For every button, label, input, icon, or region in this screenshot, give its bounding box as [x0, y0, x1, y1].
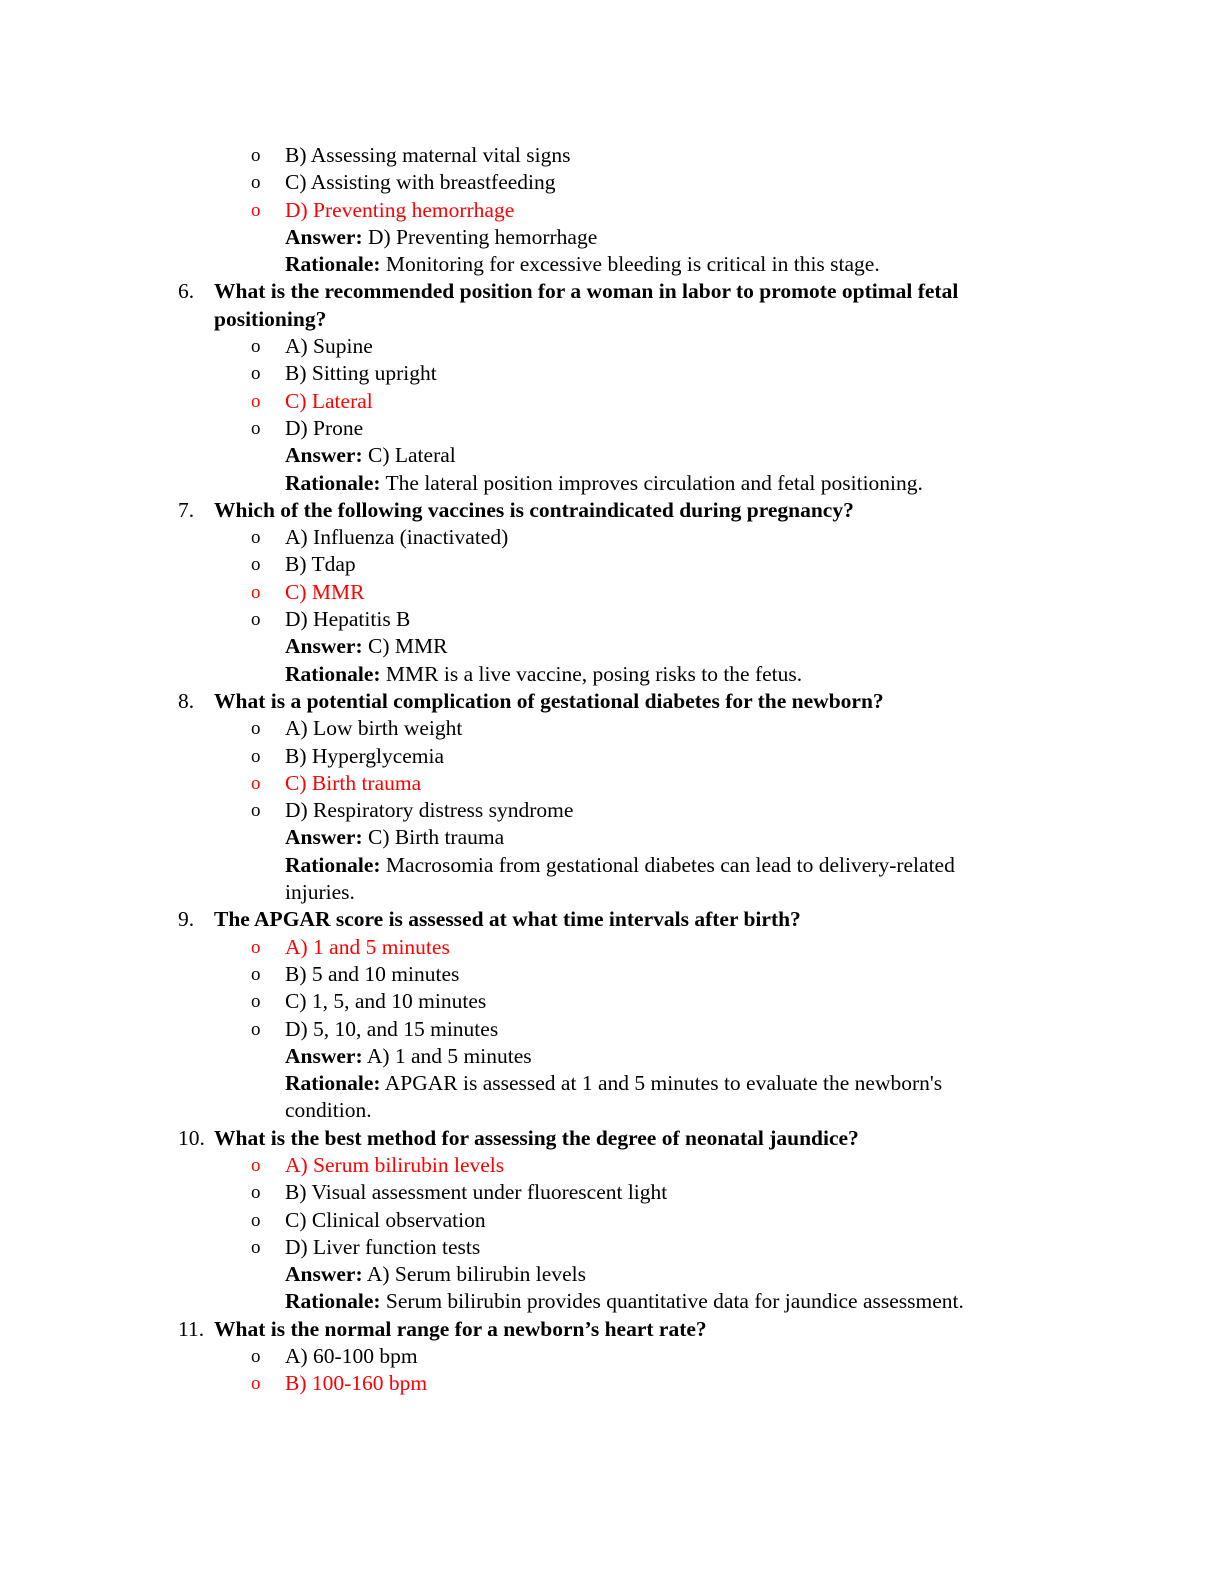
- bullet-icon: o: [251, 581, 261, 603]
- rationale-line: [0, 852, 1224, 879]
- option-item-correct: [0, 934, 1224, 961]
- question-line: [0, 278, 1224, 305]
- answer-label: Answer:: [285, 1043, 363, 1068]
- option-text: B) Hyperglycemia: [285, 743, 445, 768]
- bullet-icon: o: [251, 336, 261, 358]
- rationale-text: [285, 661, 802, 688]
- option-item: [0, 360, 1224, 387]
- bullet-icon: o: [251, 1373, 261, 1395]
- option-item: [0, 1343, 1224, 1370]
- option-item: [0, 743, 1224, 770]
- rationale-text: [285, 852, 955, 879]
- question-text: positioning?: [214, 306, 327, 331]
- rationale-label: Rationale:: [285, 852, 381, 877]
- option-item: [0, 169, 1224, 196]
- option-item: [0, 1179, 1224, 1206]
- rationale-line: [0, 1288, 1224, 1315]
- question-number: 7.: [178, 497, 195, 522]
- question-text: The APGAR score is assessed at what time intervals after birth?: [214, 907, 801, 932]
- question-number: 6.: [178, 279, 195, 304]
- answer-text: [285, 824, 504, 851]
- continuation-text: condition.: [285, 1098, 372, 1123]
- option-text: D) Respiratory distress syndrome: [285, 798, 574, 823]
- question-number: 10.: [178, 1125, 205, 1150]
- bullet-icon: o: [251, 963, 261, 985]
- answer-label: Answer:: [285, 634, 363, 659]
- option-text: D) Prone: [285, 415, 364, 440]
- answer-text: [285, 1043, 532, 1070]
- answer-line: [0, 1043, 1224, 1070]
- option-item: [0, 333, 1224, 360]
- option-item: [0, 1016, 1224, 1043]
- rationale-value: APGAR is assessed at 1 and 5 minutes to evaluate the newborn's: [380, 1071, 943, 1096]
- question-number: 11.: [178, 1316, 205, 1341]
- question-number: 8.: [178, 688, 195, 713]
- option-text: B) 100-160 bpm: [285, 1371, 428, 1396]
- option-item: [0, 1234, 1224, 1261]
- option-item: [0, 551, 1224, 578]
- bullet-icon: o: [251, 745, 261, 767]
- bullet-icon: o: [251, 1182, 261, 1204]
- bullet-icon: o: [251, 1018, 261, 1040]
- bullet-icon: o: [251, 772, 261, 794]
- bullet-icon: o: [251, 527, 261, 549]
- answer-line: [0, 224, 1224, 251]
- rationale-text: [285, 470, 923, 497]
- option-text: C) Assisting with breastfeeding: [285, 170, 556, 195]
- continuation-line: [0, 1097, 1224, 1124]
- option-text: D) Liver function tests: [285, 1234, 481, 1259]
- option-text: A) Supine: [285, 334, 373, 359]
- answer-value: C) Lateral: [362, 443, 456, 468]
- option-item: [0, 142, 1224, 169]
- question-text: Which of the following vaccines is contraindicated during pregnancy?: [214, 497, 854, 522]
- continuation-text: injuries.: [285, 880, 355, 905]
- rationale-label: Rationale:: [285, 1289, 381, 1314]
- bullet-icon: o: [251, 936, 261, 958]
- document-page: [0, 142, 1224, 1398]
- rationale-text: [285, 1288, 964, 1315]
- answer-text: [285, 224, 597, 251]
- bullet-icon: o: [251, 199, 261, 221]
- option-item-correct: [0, 197, 1224, 224]
- rationale-line: [0, 251, 1224, 278]
- rationale-value: Serum bilirubin provides quantitative data for jaundice assessment.: [380, 1289, 964, 1314]
- answer-label: Answer:: [285, 825, 363, 850]
- option-item-correct: [0, 579, 1224, 606]
- rationale-label: Rationale:: [285, 252, 381, 277]
- rationale-value: Monitoring for excessive bleeding is critical in this stage.: [380, 252, 880, 277]
- rationale-label: Rationale:: [285, 470, 381, 495]
- question-text: What is the normal range for a newborn’s heart rate?: [214, 1316, 707, 1341]
- bullet-icon: o: [251, 1154, 261, 1176]
- rationale-value: MMR is a live vaccine, posing risks to the fetus.: [380, 661, 803, 686]
- option-text: A) 1 and 5 minutes: [285, 934, 450, 959]
- option-text: A) Low birth weight: [285, 716, 463, 741]
- bullet-icon: o: [251, 1236, 261, 1258]
- option-text: A) Influenza (inactivated): [285, 525, 509, 550]
- answer-line: [0, 824, 1224, 851]
- question-text: What is a potential complication of gestational diabetes for the newborn?: [214, 688, 884, 713]
- answer-text: [285, 442, 456, 469]
- bullet-icon: o: [251, 609, 261, 631]
- option-text: B) Sitting upright: [285, 361, 437, 386]
- option-text: C) Clinical observation: [285, 1207, 486, 1232]
- continuation-line: [0, 879, 1224, 906]
- option-item-correct: [0, 388, 1224, 415]
- option-item: [0, 606, 1224, 633]
- option-text: C) Lateral: [285, 388, 373, 413]
- option-text: C) MMR: [285, 579, 365, 604]
- option-item: [0, 988, 1224, 1015]
- option-text: B) Assessing maternal vital signs: [285, 143, 571, 167]
- option-item-correct: [0, 1152, 1224, 1179]
- option-text: D) 5, 10, and 15 minutes: [285, 1016, 499, 1041]
- option-item: [0, 1207, 1224, 1234]
- bullet-icon: o: [251, 145, 261, 166]
- bullet-icon: o: [251, 1346, 261, 1368]
- option-item-correct: [0, 770, 1224, 797]
- answer-text: [285, 1261, 586, 1288]
- rationale-line: [0, 470, 1224, 497]
- bullet-icon: o: [251, 554, 261, 576]
- question-number: 9.: [178, 907, 195, 932]
- answer-value: D) Preventing hemorrhage: [362, 224, 598, 249]
- option-text: B) Visual assessment under fluorescent light: [285, 1180, 668, 1205]
- question-line: [0, 688, 1224, 715]
- rationale-text: [285, 251, 880, 278]
- option-text: A) Serum bilirubin levels: [285, 1152, 505, 1177]
- question-text: What is the best method for assessing the degree of neonatal jaundice?: [214, 1125, 859, 1150]
- bullet-icon: o: [251, 991, 261, 1013]
- rationale-text: [285, 1070, 942, 1097]
- question-text: What is the recommended position for a woman in labor to promote optimal fetal: [214, 279, 959, 304]
- answer-line: [0, 1261, 1224, 1288]
- option-item: [0, 524, 1224, 551]
- answer-label: Answer:: [285, 224, 363, 249]
- rationale-line: [0, 1070, 1224, 1097]
- option-item: [0, 961, 1224, 988]
- answer-value: C) MMR: [362, 634, 448, 659]
- answer-value: A) Serum bilirubin levels: [362, 1262, 586, 1287]
- rationale-value: The lateral position improves circulation and fetal positioning.: [380, 470, 923, 495]
- answer-value: C) Birth trauma: [362, 825, 505, 850]
- option-item: [0, 715, 1224, 742]
- rationale-line: [0, 661, 1224, 688]
- option-text: C) Birth trauma: [285, 770, 422, 795]
- option-text: A) 60-100 bpm: [285, 1344, 418, 1369]
- answer-label: Answer:: [285, 443, 363, 468]
- rationale-value: Macrosomia from gestational diabetes can lead to delivery-related: [380, 852, 955, 877]
- bullet-icon: o: [251, 390, 261, 412]
- answer-line: [0, 633, 1224, 660]
- answer-text: [285, 633, 447, 660]
- bullet-icon: o: [251, 800, 261, 822]
- option-text: D) Hepatitis B: [285, 607, 411, 632]
- option-text: B) 5 and 10 minutes: [285, 961, 460, 986]
- question-line: [0, 306, 1224, 333]
- bullet-icon: o: [251, 718, 261, 740]
- bullet-icon: o: [251, 417, 261, 439]
- option-text: C) 1, 5, and 10 minutes: [285, 989, 487, 1014]
- option-item: [0, 415, 1224, 442]
- bullet-icon: o: [251, 1209, 261, 1231]
- option-text: B) Tdap: [285, 552, 356, 577]
- answer-line: [0, 442, 1224, 469]
- rationale-label: Rationale:: [285, 661, 381, 686]
- question-line: [0, 906, 1224, 933]
- bullet-icon: o: [251, 363, 261, 385]
- question-line: [0, 1125, 1224, 1152]
- answer-label: Answer:: [285, 1262, 363, 1287]
- question-line: [0, 1316, 1224, 1343]
- question-line: [0, 497, 1224, 524]
- bullet-icon: o: [251, 172, 261, 194]
- option-text: D) Preventing hemorrhage: [285, 197, 515, 222]
- rationale-label: Rationale:: [285, 1071, 381, 1096]
- answer-value: A) 1 and 5 minutes: [362, 1043, 532, 1068]
- option-item-correct: [0, 1370, 1224, 1397]
- option-item: [0, 797, 1224, 824]
